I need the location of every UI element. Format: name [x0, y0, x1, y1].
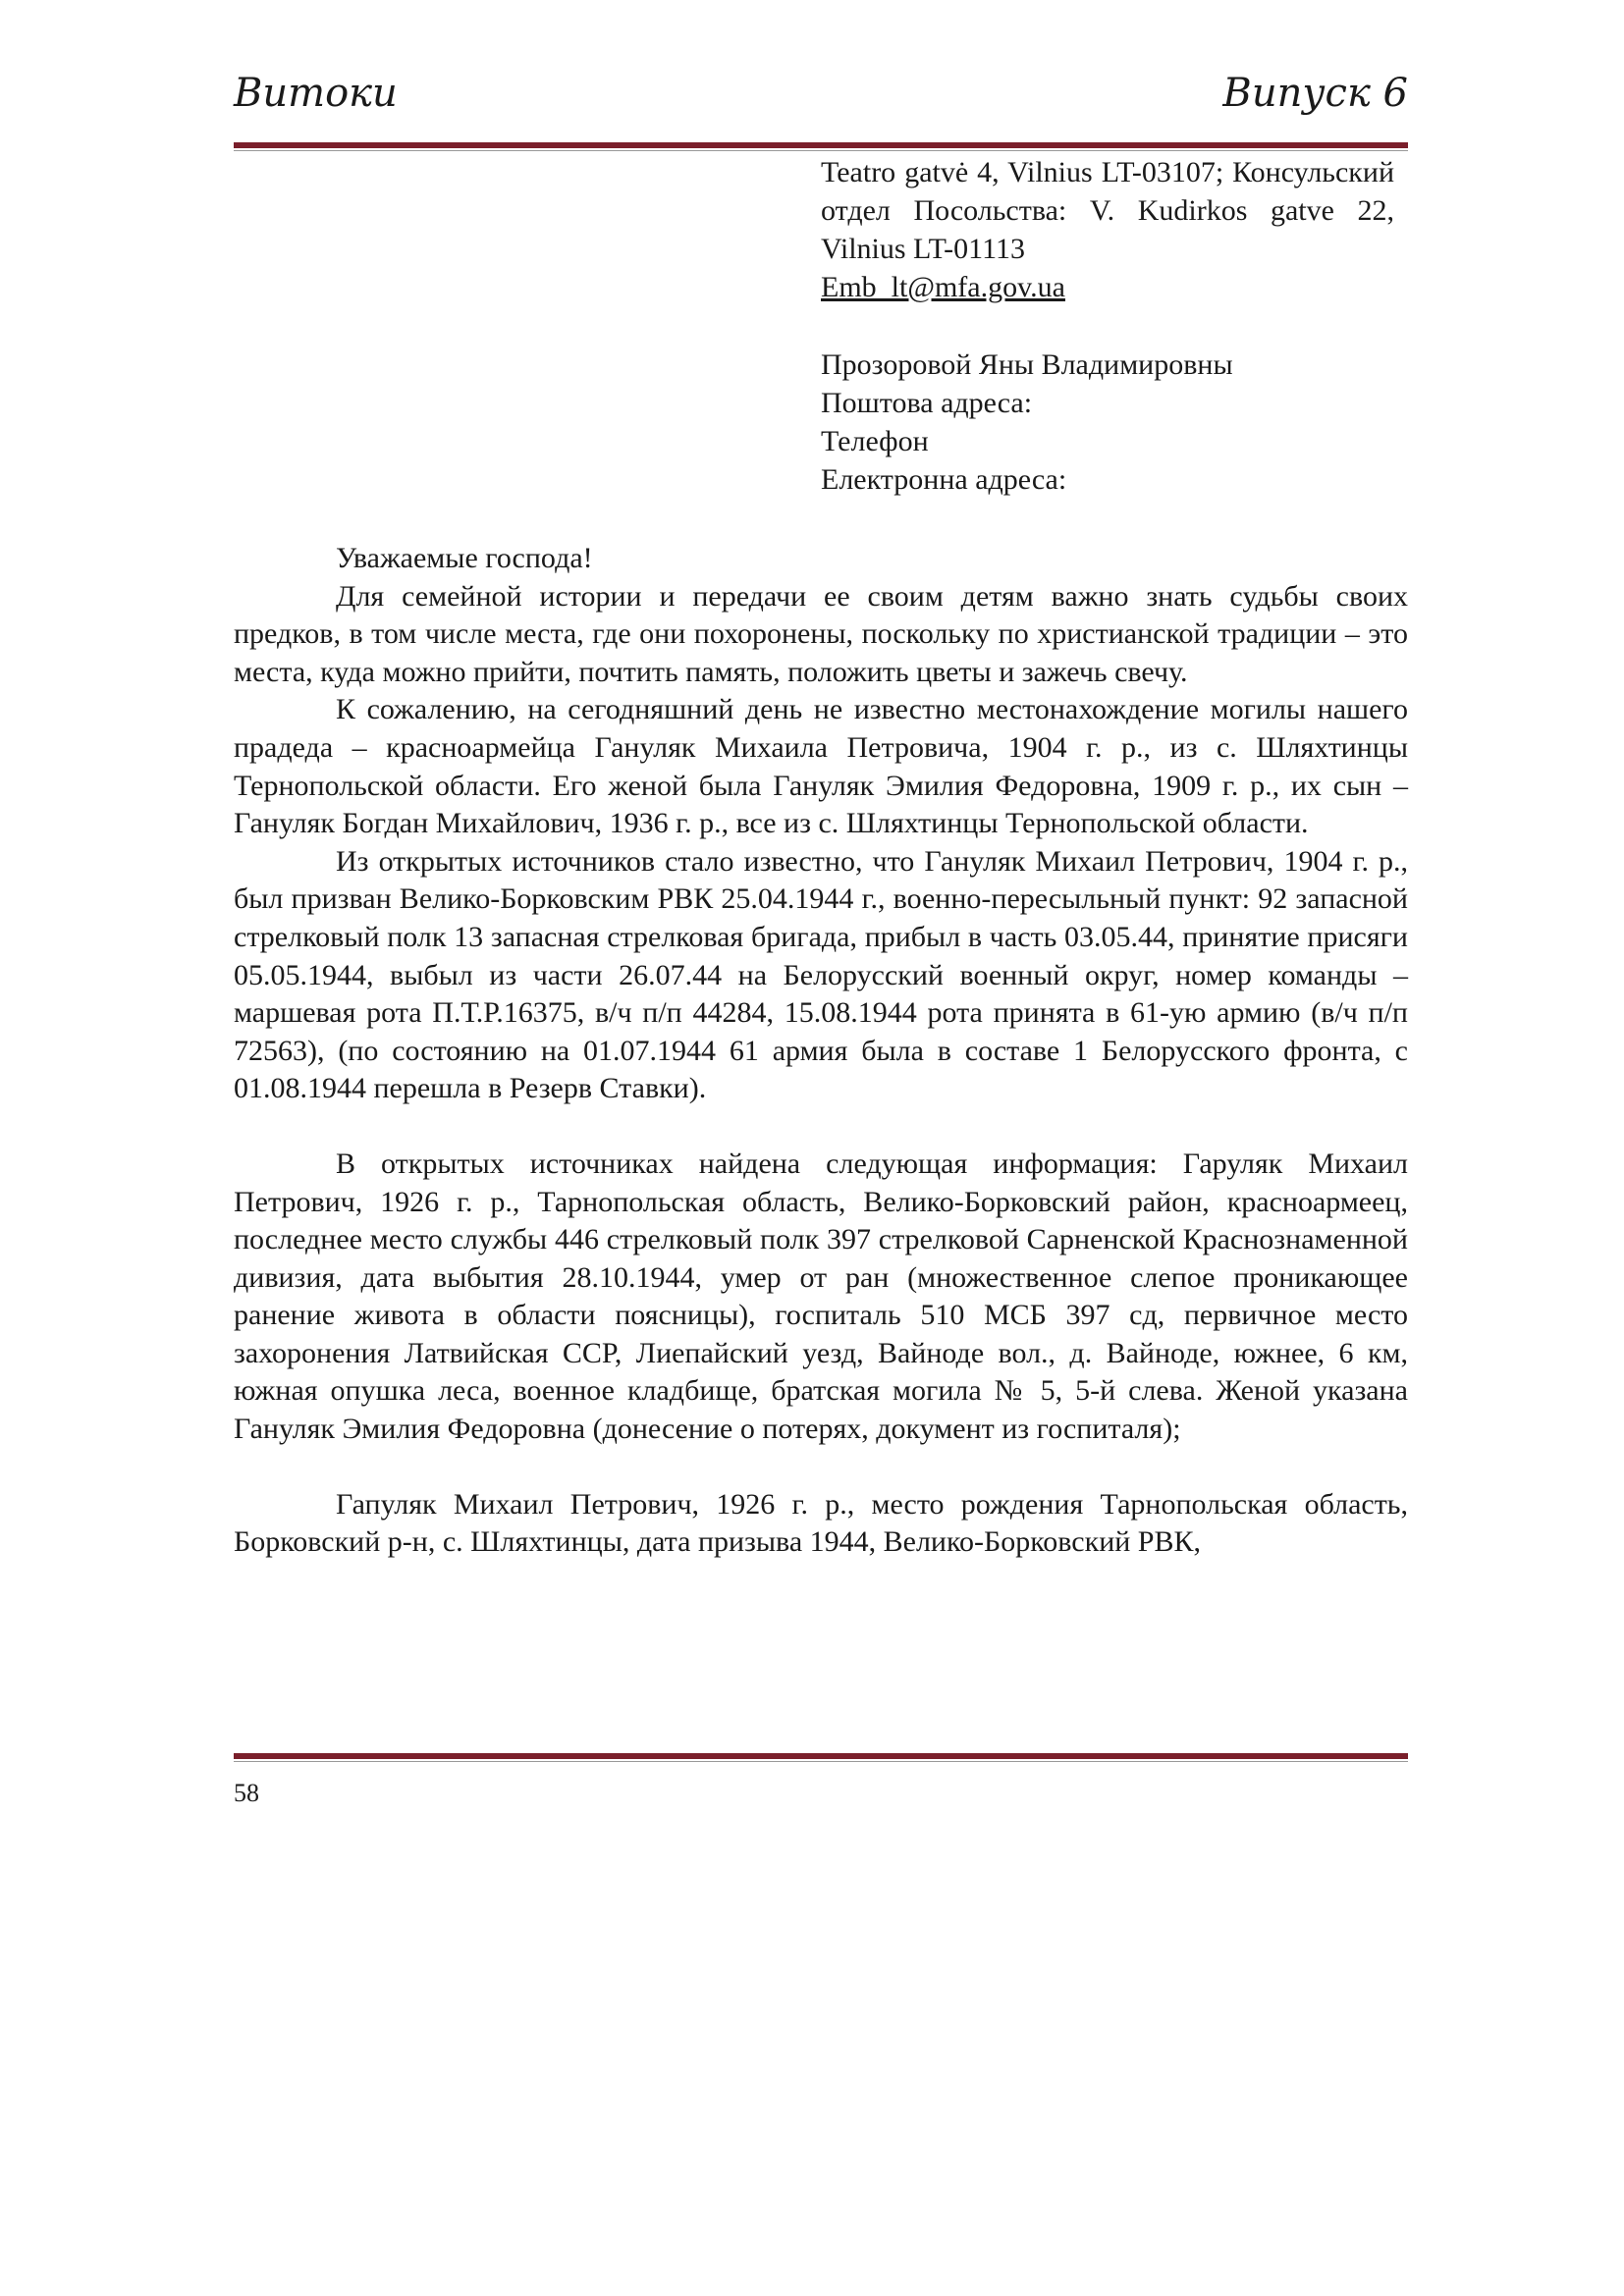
postal-address-label: Поштова адреса:	[821, 387, 1033, 419]
phone-label: Телефон	[821, 425, 929, 457]
letter-body	[234, 540, 1408, 1562]
paragraph-5: Гапуляк Михаил Петрович, 1926 г. р., место рождения Тарнопольская область, Борковский р-н, с. Шляхтинцы, дата призыва 1944, Велико-Борковский РВК,	[234, 1487, 1408, 1559]
issue-label: Випуск 6	[1222, 71, 1408, 116]
paragraph-2: К сожалению, на сегодняшний день не известно местонахождение могилы нашего прадеда – красноармейца Гануляк Михаила Петровича, 1904 г. р., из с. Шляхтинцы Тернопольской области. Его женой была Гануляк Эмилия Федоровна, 1909 г. р., их сын – Гануляк Богдан Михайлович, 1936 г. р., все из с. Шляхтинцы Тернопольской области.	[234, 693, 1408, 840]
greeting: Уважаемые господа!	[336, 542, 593, 574]
page-number: 58	[234, 1779, 259, 1807]
embassy-email-link[interactable]: Emb_lt@mfa.gov.ua	[821, 271, 1065, 303]
running-header	[234, 71, 1408, 130]
embassy-address: Teatro gatvė 4, Vilnius LT-03107; Консульский отдел Посольства: V. Kudirkos gatve 22, Vilnius LT-01113	[821, 156, 1394, 265]
paragraph-3: Из открытых источников стало известно, что Гануляк Михаил Петрович, 1904 г. р., был призван Велико-Борковским РВК 25.04.1944 г., военно-пересыльный пункт: 92 запасной стрелковый полк 13 запасная стрелковая бригада, прибыл в часть 03.05.44, принятие присяги 05.05.1944, выбыл из части 26.07.44 на Белорусский военный округ, номер команды – маршевая рота П.Т.Р.16375, в/ч п/п 44284, 15.08.1944 рота принята в 61-ую армию (в/ч п/п 72563), (по состоянию на 01.07.1944 61 армия была в составе 1 Белорусского фронта, с 01.08.1944 перешла в Резерв Ставки).	[234, 844, 1408, 1105]
journal-title: Витоки	[234, 71, 398, 116]
sender-name: Прозоровой Яны Владимировны	[821, 348, 1233, 381]
sender-block	[821, 346, 1394, 499]
paragraph-1: Для семейной истории и передачи ее своим детям важно знать судьбы своих предков, в том числе места, где они похоронены, поскольку по христианской традиции – это места, куда можно прийти, почтить память, положить цветы и зажечь свечу.	[234, 579, 1408, 688]
header-rule	[234, 142, 1408, 151]
email-label: Електронна адреса:	[821, 463, 1067, 496]
embassy-address-block	[821, 153, 1394, 306]
paragraph-4: В открытых источниках найдена следующая информация: Гаруляк Михаил Петрович, 1926 г. р., Тарнопольская область, Велико-Борковский район, красноармеец, последнее место службы 446 стрелковый полк 397 стрелковой Сарненской Краснознаменной дивизия, дата выбытия 28.10.1944, умер от ран (множественное слепое проникающее ранение живота в области поясницы), госпиталь 510 МСБ 397 сд, первичное место захоронения Латвийская ССР, Лиепайский уезд, Вайноде вол., д. Вайноде, южнее, 6 км, южная опушка леса, военное кладбище, братская могила № 5, 5-й слева. Женой указана Гануляк Эмилия Федоровна (донесение о потерях, документ из госпиталя);	[234, 1147, 1408, 1446]
footer-rule	[234, 1753, 1408, 1762]
